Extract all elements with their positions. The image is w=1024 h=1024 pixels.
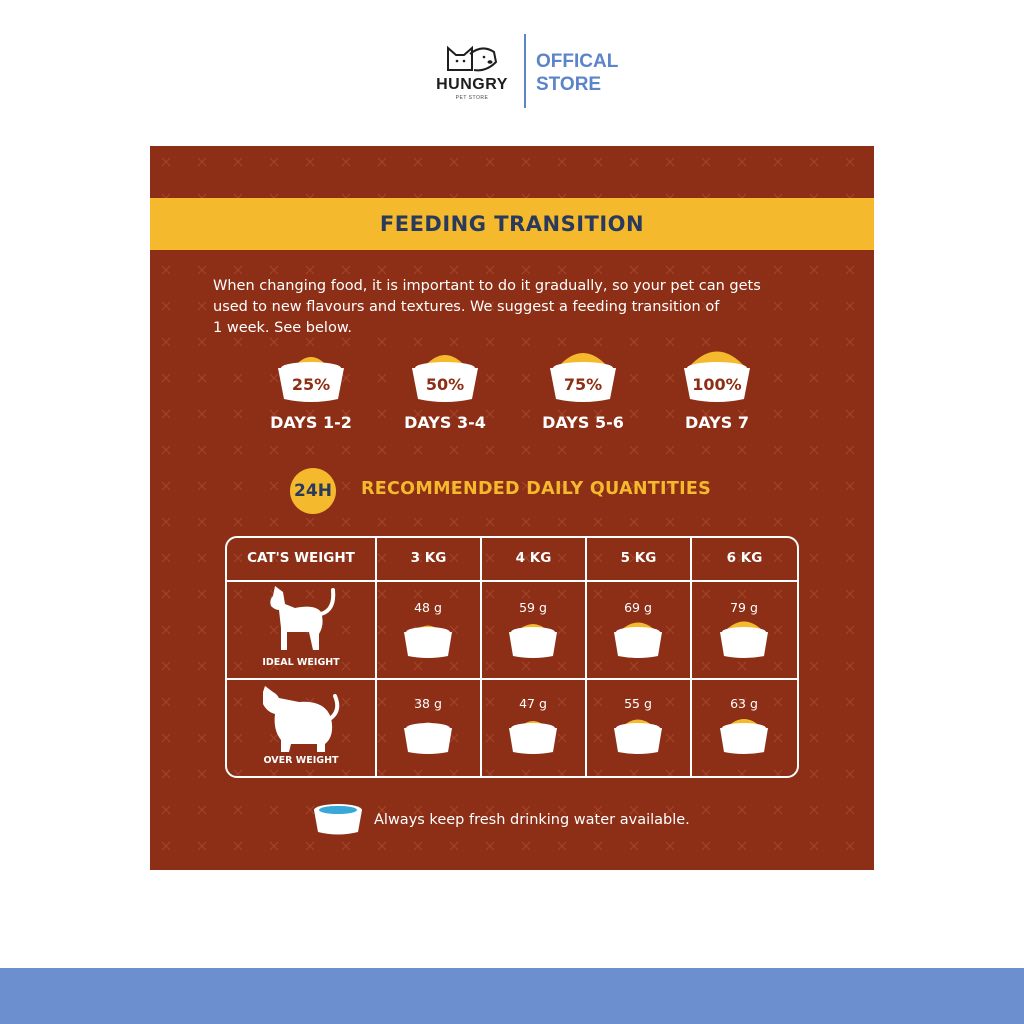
quantity-value: 59 g [519, 600, 547, 615]
step-percent: 75% [563, 375, 603, 394]
step-days: DAYS 5-6 [542, 413, 624, 432]
store-line-2: STORE [536, 74, 602, 95]
overweight-cat-icon [259, 684, 343, 754]
header-divider [524, 34, 526, 108]
table-column-divider [690, 538, 692, 776]
table-header-column: 6 KG [726, 550, 763, 566]
quantity-value: 79 g [730, 600, 758, 615]
table-column-divider [585, 538, 587, 776]
feeding-transition-banner [150, 198, 874, 250]
step-percent: 25% [291, 375, 331, 394]
row-label: IDEAL WEIGHT [262, 657, 340, 668]
cat-dog-logo-icon [442, 40, 502, 76]
table-header-column: 4 KG [515, 550, 552, 566]
quantity-value: 47 g [519, 696, 547, 711]
step-days: DAYS 1-2 [270, 413, 352, 432]
food-bowl-icon [501, 714, 565, 758]
quantity-value: 55 g [624, 696, 652, 711]
quantity-value: 48 g [414, 600, 442, 615]
food-bowl-icon [712, 714, 776, 758]
banner-title: FEEDING TRANSITION [379, 212, 645, 236]
step-days: DAYS 3-4 [404, 413, 486, 432]
intro-line-1: When changing food, it is important to do it gradually, so your pet can gets [213, 278, 761, 294]
store-logo [426, 40, 518, 110]
row-label: OVER WEIGHT [263, 755, 339, 766]
brand-subtitle: PET STORE [455, 95, 489, 101]
table-column-divider [375, 538, 377, 776]
step-days: DAYS 7 [685, 413, 749, 432]
food-bowl-icon [396, 714, 460, 758]
quantity-value: 38 g [414, 696, 442, 711]
table-row-divider [227, 580, 797, 582]
table-column-divider [480, 538, 482, 776]
table-header-weight: CAT'S WEIGHT [247, 550, 355, 566]
food-bowl-icon [606, 714, 670, 758]
table-header-column: 5 KG [620, 550, 657, 566]
transition-step [256, 351, 366, 441]
quantity-value: 63 g [730, 696, 758, 711]
intro-text [213, 276, 823, 339]
food-bowl-icon [606, 618, 670, 662]
step-percent: 50% [425, 375, 465, 394]
standing-cat-icon [265, 584, 341, 654]
intro-line-3: 1 week. See below. [213, 320, 352, 336]
water-note: Always keep fresh drinking water available. [374, 812, 690, 828]
feeding-guide-panel [150, 146, 874, 870]
brand-name: HUNGRY [436, 76, 508, 93]
table-row-divider [227, 678, 797, 680]
intro-line-2: used to new flavours and textures. We suggest a feeding transition of [213, 299, 720, 315]
quantities-title: RECOMMENDED DAILY QUANTITIES [361, 479, 712, 499]
official-store-label [536, 50, 618, 96]
transition-step [390, 351, 500, 441]
badge-24h: 24H [290, 468, 336, 514]
transition-step [528, 351, 638, 441]
step-percent: 100% [692, 375, 742, 394]
quantity-value: 69 g [624, 600, 652, 615]
food-bowl-icon [396, 618, 460, 662]
store-line-1: OFFICAL [536, 51, 619, 72]
daily-quantities-table [225, 536, 799, 778]
footer-bar [0, 968, 1024, 1024]
food-bowl-icon [501, 618, 565, 662]
water-bowl-icon [310, 802, 366, 838]
food-bowl-icon [712, 618, 776, 662]
transition-step [662, 351, 772, 441]
table-header-column: 3 KG [410, 550, 447, 566]
